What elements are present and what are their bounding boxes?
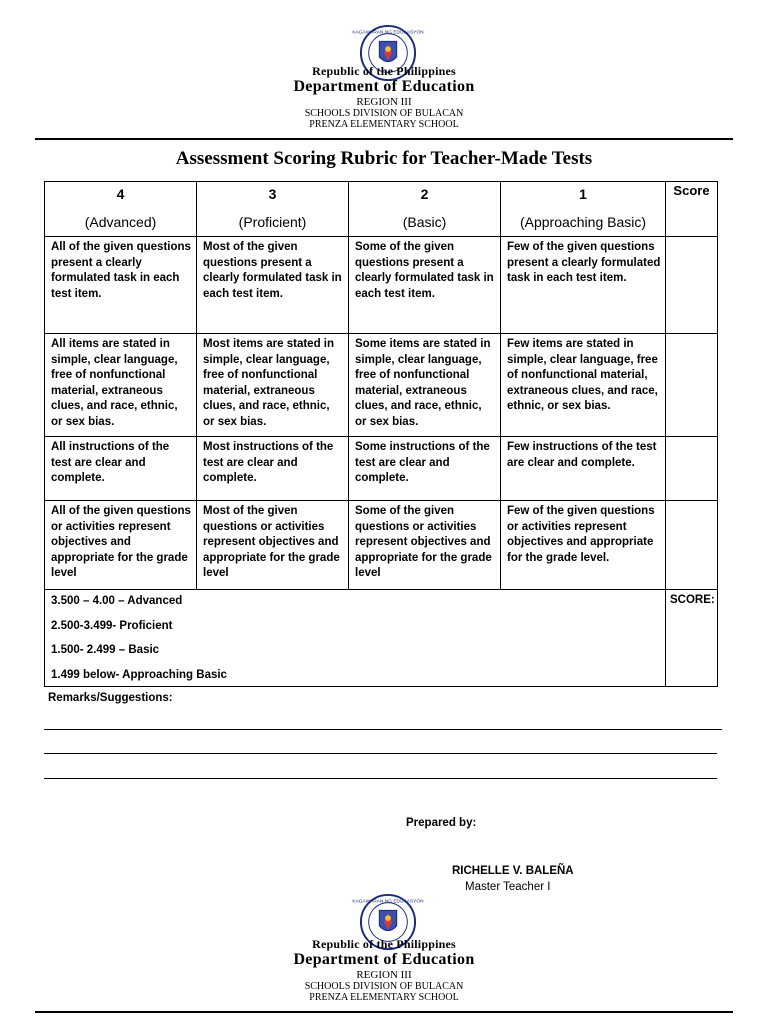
letterhead-bottom [0, 937, 768, 1003]
legend-basic: 1.500- 2.499 – Basic [51, 644, 160, 656]
criterion-cell: All instructions of the test are clear and complete. [45, 437, 197, 501]
criterion-cell: All of the given questions or activities represent objectives and appropriate for the grade level [45, 501, 197, 590]
remarks-line-1[interactable] [44, 729, 722, 730]
svg-text:KAGAWARAN NG EDUKASYON: KAGAWARAN NG EDUKASYON [352, 899, 424, 905]
school-line: PRENZA ELEMENTARY SCHOOL [309, 992, 459, 1003]
header-divider [35, 138, 733, 140]
criterion-cell: All of the given questions present a clearly formulated task in each test item. [45, 237, 197, 334]
svg-text:KAGAWARAN NG EDUKASYON: KAGAWARAN NG EDUKASYON [352, 30, 424, 36]
score-header: Score [666, 182, 718, 237]
legend-row [45, 590, 718, 687]
remarks-line-3[interactable] [44, 778, 717, 779]
table-row [45, 237, 718, 334]
criterion-cell: Some items are stated in simple, clear language, free of nonfunctional material, extraneous clues, and race, ethnic, or sex bias. [349, 334, 501, 437]
legend-approaching: 1.499 below- Approaching Basic [51, 668, 227, 681]
criterion-cell: Some of the given questions or activities represent objectives and appropriate for the grade level [349, 501, 501, 590]
criterion-cell: Few of the given questions or activities represent objectives and appropriate for the grade level. [501, 501, 666, 590]
score-cell[interactable] [666, 237, 718, 334]
rubric-header-row [45, 182, 718, 237]
level-4-header: 4 (Advanced) [45, 182, 197, 237]
region-line: REGION III [356, 96, 412, 108]
total-score-cell[interactable]: SCORE: [666, 590, 718, 687]
score-cell[interactable] [666, 334, 718, 437]
criterion-cell: Few of the given questions present a clearly formulated task in each test item. [501, 237, 666, 334]
table-row [45, 501, 718, 590]
signatory-name: RICHELLE V. BALEÑA [452, 865, 574, 877]
score-cell[interactable] [666, 501, 718, 590]
criterion-cell: Most items are stated in simple, clear language, free of nonfunctional material, extraneous clues, and race, ethnic, or sex bias. [197, 334, 349, 437]
footer-divider [35, 1011, 733, 1013]
division-line: SCHOOLS DIVISION OF BULACAN [304, 108, 464, 119]
criterion-cell: Few items are stated in simple, clear language, free of nonfunctional material, extraneous clues, and race, ethnic, or sex bias. [501, 334, 666, 437]
table-row [45, 437, 718, 501]
table-row [45, 334, 718, 437]
republic-line: Republic of the Philippines [312, 64, 456, 78]
remarks-line-2[interactable] [44, 753, 717, 754]
level-3-header: 3 (Proficient) [197, 182, 349, 237]
criterion-cell: Most instructions of the test are clear and complete. [197, 437, 349, 501]
criterion-cell: Some instructions of the test are clear and complete. [349, 437, 501, 501]
criterion-cell: All items are stated in simple, clear language, free of nonfunctional material, extraneous clues, and race, ethnic, or sex bias. [45, 334, 197, 437]
criterion-cell: Few instructions of the test are clear and complete. [501, 437, 666, 501]
level-1-header: 1 (Approaching Basic) [501, 182, 666, 237]
division-line: SCHOOLS DIVISION OF BULACAN [304, 981, 464, 992]
letterhead-top [0, 64, 768, 130]
school-line: PRENZA ELEMENTARY SCHOOL [309, 119, 459, 130]
criterion-cell: Most of the given questions present a clearly formulated task in each test item. [197, 237, 349, 334]
department-line: Department of Education [293, 951, 475, 968]
republic-line: Republic of the Philippines [312, 937, 456, 951]
level-2-header: 2 (Basic) [349, 182, 501, 237]
remarks-label: Remarks/Suggestions: [48, 692, 173, 704]
region-line: REGION III [356, 969, 412, 981]
prepared-by-label: Prepared by: [406, 817, 477, 829]
criterion-cell: Most of the given questions or activities represent objectives and appropriate for the grade level [197, 501, 349, 590]
criterion-cell: Some of the given questions present a clearly formulated task in each test item. [349, 237, 501, 334]
legend-advanced: 3.500 – 4.00 – Advanced [51, 595, 183, 607]
score-legend [45, 590, 666, 687]
signatory-position: Master Teacher I [465, 881, 551, 893]
legend-proficient: 2.500-3.499- Proficient [51, 619, 173, 632]
department-line: Department of Education [293, 78, 475, 95]
rubric-table [44, 181, 718, 687]
score-cell[interactable] [666, 437, 718, 501]
page-title: Assessment Scoring Rubric for Teacher-Made Tests [175, 148, 593, 169]
